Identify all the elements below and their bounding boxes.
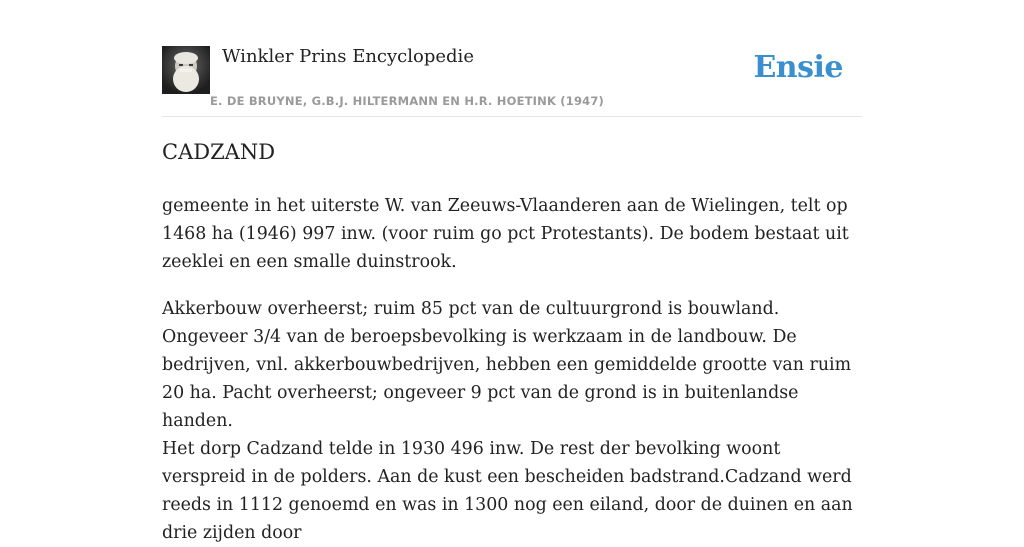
author-portrait-icon	[162, 46, 210, 94]
publication-title[interactable]: Winkler Prins Encyclopedie	[222, 46, 474, 67]
publication-header	[162, 0, 862, 117]
ensie-logo[interactable]: Ensie	[753, 50, 843, 85]
author-avatar[interactable]	[162, 46, 210, 94]
article-paragraph: gemeente in het uiterste W. van Zeeuws-Vlaanderen aan de Wielingen, telt op 1468 ha (1946) 997 inw. (voor ruim go pct Protestants). De bodem bestaat uit zeeklei en een smalle duinstrook.	[162, 196, 849, 272]
article-paragraph: Het dorp Cadzand telde in 1930 496 inw. De rest der bevolking woont verspreid in de polders. Aan de kust een bescheiden badstrand.Cadzand werd reeds in 1112 genoemd en was in 1300 nog een eiland, door de duinen en aan drie zijden door	[162, 439, 853, 543]
content-column	[162, 0, 862, 543]
article-paragraph: Akkerbouw overheerst; ruim 85 pct van de cultuurgrond is bouwland. Ongeveer 3/4 van de beroepsbevolking is werkzaam in de landbouw. De bedrijven, vnl. akkerbouwbedrijven, hebben een gemiddelde grootte van ruim 20 ha. Pacht overheerst; ongeveer 9 pct van de grond is in buitenlandse handen.	[162, 299, 852, 431]
article-title: CADZAND	[162, 140, 276, 164]
author-byline: E. DE BRUYNE, G.B.J. HILTERMANN EN H.R. HOETINK (1947)	[210, 94, 605, 108]
